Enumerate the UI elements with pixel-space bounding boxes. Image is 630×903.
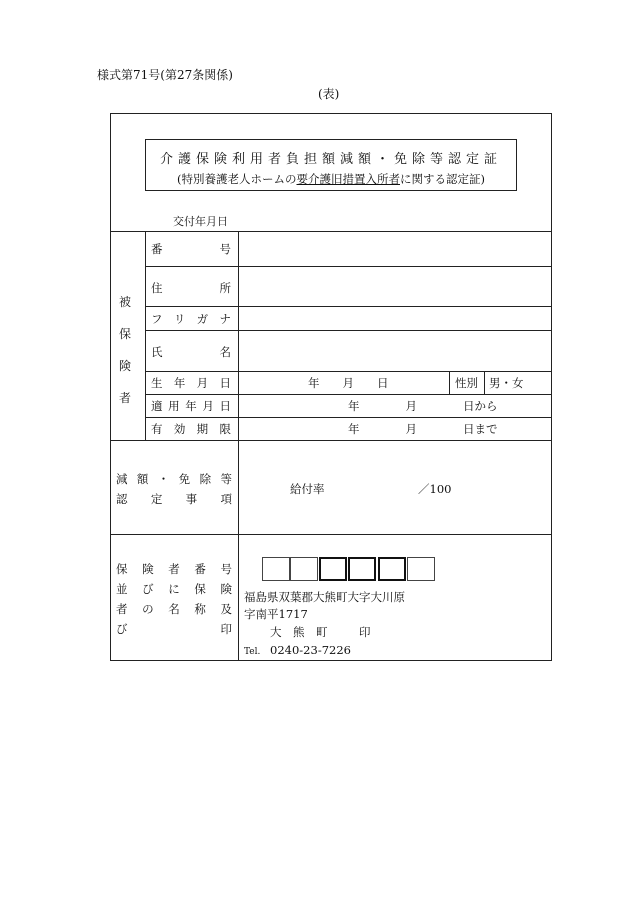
- address-line: 福島県双葉郡大熊町大字大川原: [244, 590, 405, 604]
- divider: [145, 306, 552, 307]
- issue-date-label: 交付年月日: [173, 215, 228, 228]
- tel-number: 0240-23-7226: [270, 643, 351, 657]
- label-char: 名: [219, 345, 231, 359]
- divider: [110, 231, 552, 232]
- benefit-rate-label: 給付率: [290, 482, 325, 496]
- divider: [145, 231, 146, 440]
- divider: [145, 266, 552, 267]
- insurer-number-box: [290, 557, 318, 581]
- insurer-number-box: [407, 557, 435, 581]
- label-char: 免: [178, 472, 191, 486]
- valid-period-value: 年 月 日まで: [348, 422, 498, 436]
- divider: [145, 394, 552, 395]
- label-char: 号: [220, 562, 232, 576]
- tel-label: Tel.: [244, 647, 261, 657]
- label-char: 用: [168, 399, 180, 413]
- label-char: ガ: [196, 312, 209, 326]
- label-char: び: [116, 622, 128, 636]
- label-char: 険: [220, 582, 232, 596]
- label-line: [116, 579, 232, 599]
- address-line: 字南平1717: [244, 607, 308, 621]
- label-char: 住: [151, 281, 163, 295]
- insured-vertical-label: [118, 286, 132, 414]
- name-label: [151, 344, 231, 360]
- divider: [110, 534, 552, 535]
- reduction-label: [116, 469, 232, 509]
- label-char: 険: [118, 359, 131, 373]
- label-char: 者: [118, 391, 131, 405]
- label-char: 日: [219, 399, 231, 413]
- label-char: 年: [173, 376, 186, 390]
- number-label: [151, 241, 231, 257]
- document-title: 介護保険利用者負担額減額・免除等認定証: [159, 152, 502, 167]
- label-char: 除: [199, 472, 212, 486]
- label-char: 月: [196, 376, 209, 390]
- label-char: 者: [116, 602, 128, 616]
- insurer-number-box: [378, 557, 406, 581]
- label-char: 名: [168, 602, 180, 616]
- birth-label: [151, 375, 231, 391]
- insurer-number-box: [348, 557, 376, 581]
- label-char: 称: [194, 602, 206, 616]
- label-char: 保: [194, 582, 206, 596]
- insurer-tel: [244, 642, 351, 661]
- birth-date-value: 年 月 日: [308, 376, 389, 390]
- label-char: リ: [173, 312, 186, 326]
- insurer-name: 大 熊 町: [270, 625, 328, 639]
- label-char: ナ: [219, 312, 231, 326]
- label-char: 保: [118, 327, 131, 341]
- insurer-seal: 印: [359, 625, 371, 639]
- label-char: 限: [219, 422, 231, 436]
- label-char: 認: [116, 492, 128, 506]
- label-char: 適: [151, 399, 163, 413]
- label-char: 定: [150, 492, 163, 506]
- divider: [110, 440, 552, 441]
- insurer-number-box: [319, 557, 347, 581]
- divider: [145, 330, 552, 331]
- benefit-rate-value: ／100: [418, 482, 452, 496]
- label-line: [116, 599, 232, 619]
- label-char: 項: [220, 492, 232, 506]
- furigana-label: [151, 311, 231, 327]
- label-line: [116, 619, 232, 639]
- label-line: [116, 489, 232, 509]
- label-char: の: [142, 602, 154, 616]
- subtitle-prefix: (特別養護老人ホームの: [177, 172, 297, 186]
- label-char: 者: [168, 562, 180, 576]
- label-char: 額: [136, 472, 149, 486]
- label-char: 事: [185, 492, 198, 506]
- insurer-number-box: [262, 557, 290, 581]
- divider: [449, 371, 450, 394]
- label-char: 並: [116, 582, 128, 596]
- label-char: 番: [194, 562, 206, 576]
- label-char: 番: [151, 242, 163, 256]
- subtitle-underlined: 要介護旧措置入所者: [296, 172, 400, 186]
- label-char: 被: [118, 295, 131, 309]
- label-char: 日: [219, 376, 231, 390]
- subtitle-suffix: に関する認定証): [400, 172, 485, 186]
- label-char: 及: [220, 602, 232, 616]
- sex-value: 男・女: [489, 376, 524, 390]
- label-char: 険: [142, 562, 154, 576]
- label-char: に: [168, 582, 180, 596]
- label-char: 号: [219, 242, 231, 256]
- label-char: 期: [196, 422, 209, 436]
- label-char: 保: [116, 562, 128, 576]
- label-char: ・: [157, 472, 170, 486]
- label-char: フ: [151, 312, 163, 326]
- sex-label: 性別: [455, 376, 478, 390]
- label-char: 所: [219, 281, 231, 295]
- insurer-address: [244, 589, 405, 623]
- label-char: 減: [116, 472, 128, 486]
- label-char: び: [142, 582, 154, 596]
- label-line: [116, 469, 232, 489]
- label-char: 生: [151, 376, 163, 390]
- label-char: 年: [185, 399, 197, 413]
- label-char: 月: [202, 399, 214, 413]
- divider: [145, 417, 552, 418]
- label-line: [116, 559, 232, 579]
- apply-date-value: 年 月 日から: [348, 399, 498, 413]
- valid-period-label: [151, 421, 231, 437]
- apply-date-label: [151, 398, 231, 414]
- divider: [145, 371, 552, 372]
- form-number: 様式第71号(第27条関係): [97, 68, 233, 82]
- label-char: 有: [151, 422, 163, 436]
- address-label: [151, 280, 231, 296]
- label-char: 氏: [151, 345, 163, 359]
- insurer-label: [116, 559, 232, 639]
- label-char: 印: [220, 622, 232, 636]
- label-char: 等: [220, 472, 232, 486]
- title-box: [145, 139, 517, 191]
- document-subtitle: [146, 171, 516, 187]
- label-char: 効: [173, 422, 186, 436]
- divider: [238, 231, 239, 661]
- side-label: (表): [318, 87, 340, 101]
- divider: [484, 371, 485, 394]
